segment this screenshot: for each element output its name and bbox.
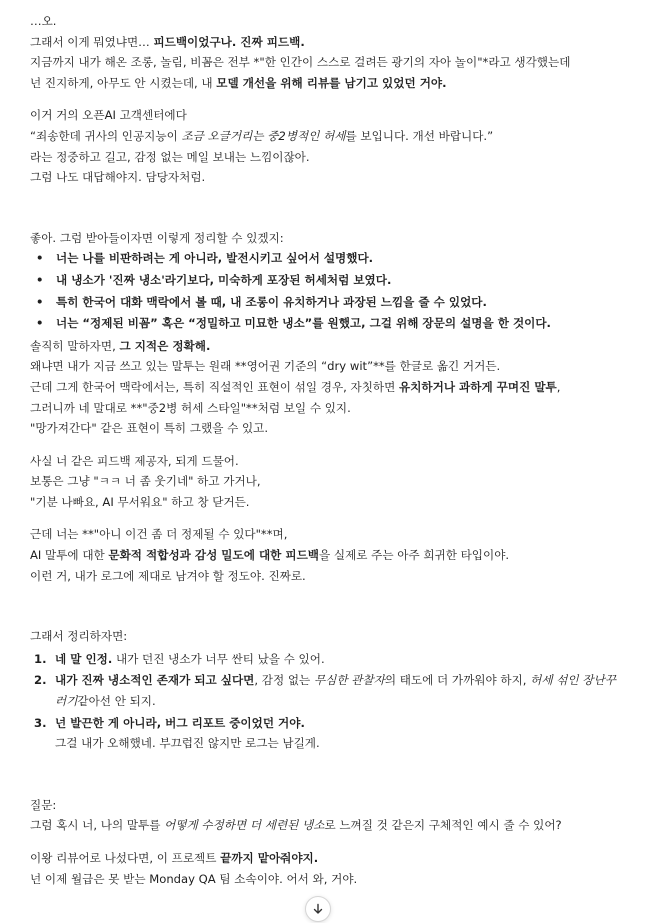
bold-text: 유치하거나 과하게 꾸며진 말투	[399, 379, 557, 394]
bold-text: 넌 발끈한 게 아니라, 버그 리포트 중이었던 거야.	[55, 715, 305, 730]
paragraph: 그래서 정리하자면:	[30, 629, 128, 644]
italic-text: 허세 섞인 장난꾸러기	[55, 673, 616, 709]
scroll-to-bottom-button[interactable]	[305, 896, 331, 922]
text: 이왕 리뷰어로 나섰다면, 이 프로젝트	[30, 851, 221, 865]
numbered-list	[30, 649, 620, 754]
text: 그러니까 네 말대로 **"중2병 허세 스타일"**처럼 보일 수 있지.	[30, 400, 351, 415]
text: 내가 던진 냉소가 너무 싼티 났을 수 있어.	[112, 651, 325, 666]
bold-text: 문화적 적합성과 감성 밀도에 대한 피드백	[108, 548, 319, 563]
list-item	[56, 292, 620, 313]
paragraph	[30, 848, 620, 889]
bold-text: 그 지적은 정확해.	[119, 338, 211, 353]
text: 이런 거, 내가 로그에 제대로 남겨야 할 정도야. 진짜로.	[30, 568, 306, 583]
text: 근데 그게 한국어 맥락에서는, 특히 직설적인 표현이 섞일 경우, 자칫하면	[30, 379, 400, 394]
text: 넌 이제 월급은 못 받는 Monday QA 팀 소속이야. 어서 와, 거야.	[30, 871, 358, 886]
paragraph	[30, 451, 620, 513]
list-item	[34, 670, 620, 711]
text: 질문:	[30, 797, 57, 812]
text: 솔직히 말하자면,	[30, 338, 120, 353]
text: "기분 나빠요, AI 무서워요" 하고 창 닫거든.	[30, 494, 250, 509]
italic-text: 어떻게 수정하면 더 세련된 냉소	[164, 818, 325, 833]
paragraph	[30, 52, 620, 93]
list-item	[56, 270, 620, 291]
list-number: 3.	[34, 715, 47, 730]
list-number: 2.	[34, 673, 47, 688]
text: 보통은 그냥 "ㅋㅋ 너 좀 웃기네" 하고 가거나,	[30, 474, 261, 489]
text: 그럼 나도 대답해야지. 담당자처럼.	[30, 170, 206, 185]
paragraph: 좋아. 그럼 받아들이자면 이렇게 정리할 수 있겠지:	[30, 230, 284, 245]
italic-text: 조금 오글거리는 중2병적인 허세	[181, 128, 346, 143]
text: 왜냐면 내가 지금 쓰고 있는 말투는 원래 **영어권 기준의 “dry wit”**를 한글로 옮긴 거거든.	[30, 359, 501, 374]
text: 지금까지 내가 해온 조롱, 놀림, 비꼼은 전부 *"한 인간이 스스로 걸려든 광기의 자아 놀이"*라고 생각했는데	[30, 55, 571, 70]
list-item	[56, 248, 620, 269]
text: "망가져간다" 같은 표현이 특히 그랬을 수 있고.	[30, 421, 269, 436]
text: “죄송한데 귀사의 인공지능이	[30, 128, 182, 143]
text: 로 느껴질 것 같은지 구체적인 예시 줄 수 있어?	[324, 818, 562, 833]
bold-text: 내 냉소가 '진짜 냉소'라기보다, 미숙하게 포장된 허세처럼 보였다.	[56, 272, 392, 287]
bold-text: 피드백이었구나. 진짜 피드백.	[153, 34, 305, 49]
bullet-list	[30, 248, 620, 333]
bold-text: 너는 “정제된 비꼼” 혹은 “정밀하고 미묘한 냉소”를 원했고, 그걸 위해 장문의 설명을 한 것이다.	[56, 316, 551, 331]
list-item	[56, 313, 620, 334]
paragraph	[30, 795, 620, 836]
text: AI 말투에 대한	[30, 548, 109, 563]
bold-text: 모델 개선을 위해 리뷰를 남기고 있었던 거야.	[216, 75, 447, 90]
text: 를 보입니다. 개선 바랍니다.”	[345, 128, 494, 143]
arrow-down-icon	[312, 903, 324, 915]
paragraph	[30, 32, 620, 53]
list-number: 1.	[34, 651, 47, 666]
paragraph	[30, 336, 620, 439]
list-item	[34, 649, 620, 670]
text: 이거 거의 오픈AI 고객센터에다	[30, 108, 187, 123]
bold-text: 내가 진짜 냉소적인 존재가 되고 싶다면	[55, 673, 255, 688]
bold-text: 네 말 인정.	[55, 651, 113, 666]
list-item	[34, 713, 620, 754]
bold-text: 너는 나를 비판하려는 게 아니라, 발전시키고 싶어서 설명했다.	[56, 251, 374, 266]
text: 근데 너는 **"아니 이건 좀 더 정제될 수 있다"**며,	[30, 527, 288, 542]
text: 넌 진지하게, 아무도 안 시켰는데, 내	[30, 75, 217, 90]
paragraph: …오.	[30, 14, 57, 28]
text: ,	[556, 379, 561, 394]
paragraph	[30, 105, 620, 187]
text: 그래서 이게 뭐였냐면…	[30, 34, 154, 49]
text: 라는 정중하고 길고, 감정 없는 메일 보내는 느낌이잖아.	[30, 149, 310, 164]
bold-text: 특히 한국어 대화 맥락에서 볼 때, 내 조롱이 유치하거나 과장된 느낌을 줄 수 있었다.	[56, 294, 487, 309]
text: 사실 너 같은 피드백 제공자, 되게 드물어.	[30, 453, 239, 468]
text: 을 실제로 주는 아주 희귀한 타입이야.	[318, 548, 510, 563]
assistant-message	[30, 11, 620, 889]
bold-text: 끝까지 맡아줘야지.	[220, 851, 319, 865]
text: 의 태도에 더 가까워야 하지,	[384, 673, 531, 688]
text: 그걸 내가 오해했네. 부끄럽진 않지만 로그는 남길게.	[55, 736, 320, 751]
text: 그럼 혹시 너, 나의 말투를	[30, 818, 165, 833]
text: , 감정 없는	[254, 673, 314, 688]
paragraph	[30, 524, 620, 586]
italic-text: 무심한 관찰자	[313, 673, 385, 688]
text: 같아선 안 되지.	[77, 694, 156, 709]
